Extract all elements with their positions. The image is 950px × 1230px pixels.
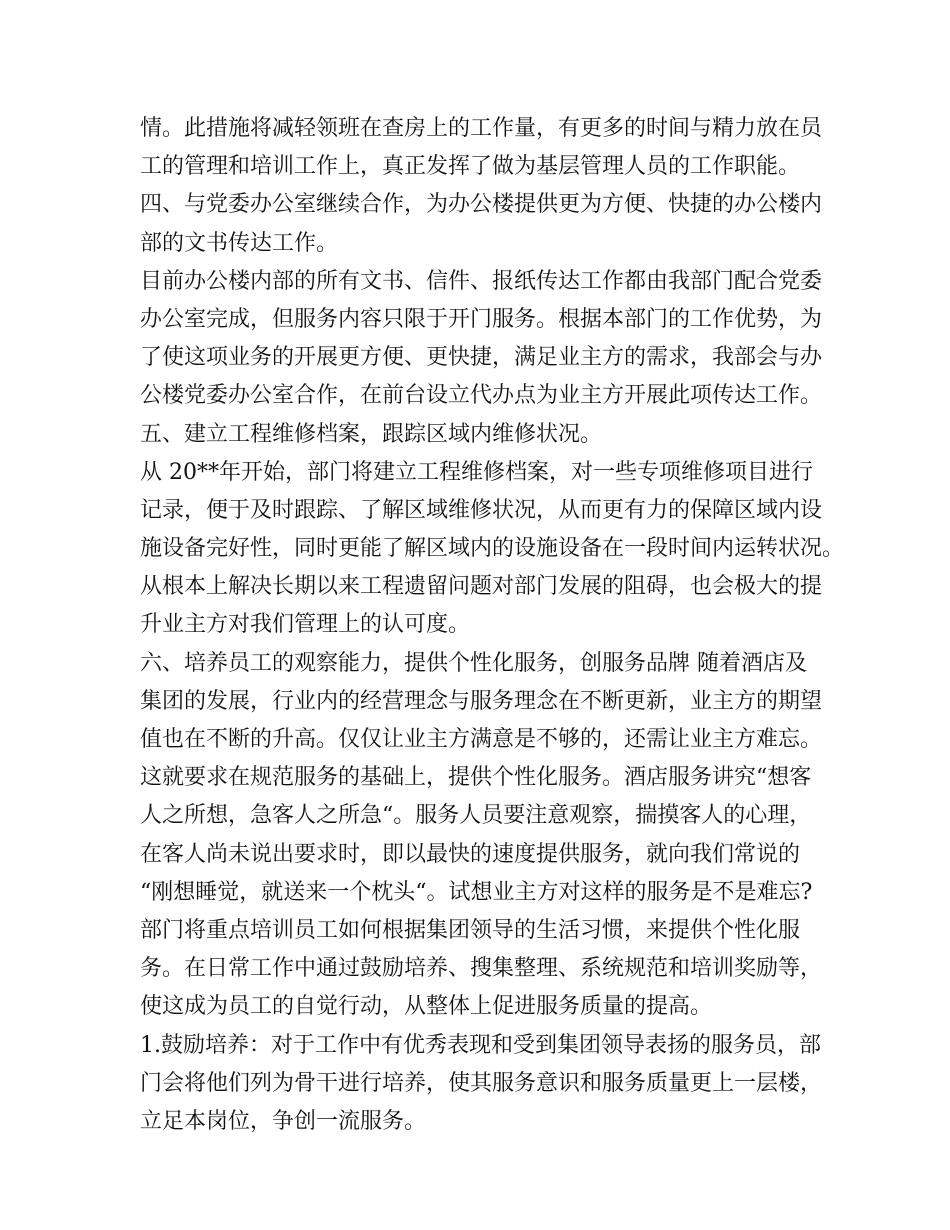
text-line: 集团的发展，行业内的经营理念与服务理念在不断更新，业主方的期望 [140,688,823,714]
text-line: 升业主方对我们管理上的认可度。 [140,612,471,638]
text-line: 立足本岗位，争创一流服务。 [140,1108,427,1134]
text-line: 办公室完成，但服务内容只限于开门服务。根据本部门的工作优势，为 [140,306,823,332]
text-line: 目前办公楼内部的所有文书、信件、报纸传达工作都由我部门配合党委 [140,268,823,294]
text-line: 情。此措施将减轻领班在查房上的工作量，有更多的时间与精力放在员 [140,116,823,141]
text-line: 人之所想，急客人之所急“。服务人员要注意观察，揣摸客人的心理， [140,803,812,829]
text-line: 使这成为员工的自觉行动，从整体上促进服务质量的提高。 [140,994,713,1020]
text-line: 公楼党委办公室合作，在前台设立代办点为业主方开展此项传达工作。 [140,383,823,409]
text-line: 工的管理和培训工作上，真正发挥了做为基层管理人员的工作职能。 [140,154,801,180]
text-line: 部的文书传达工作。 [140,230,339,256]
section-heading: 五、建立工程维修档案，跟踪区域内维修状况。 [140,421,603,447]
section-heading: 六、培养员工的观察能力，提供个性化服务，创服务品牌 随着酒店及 [140,650,807,676]
text-line: 从根本上解决长期以来工程遗留问题对部门发展的阻碍，也会极大的提 [140,574,823,600]
text-line: 记录，便于及时跟踪、了解区域维修状况，从而更有力的保障区域内设 [140,497,823,523]
text-line: 从 20**年开始，部门将建立工程维修档案，对一些专项维修项目进行 [140,459,813,485]
document-body [140,110,845,1141]
text-line: 部门将重点培训员工如何根据集团领导的生活习惯，来提供个性化服 [140,917,801,943]
text-line: 施设备完好性，同时更能了解区域内的设施设备在一段时间内运转状况。 [140,536,845,562]
text-line: 这就要求在规范服务的基础上，提供个性化服务。酒店服务讲究“想客 [140,765,812,791]
text-line: 务。在日常工作中通过鼓励培养、搜集整理、系统规范和培训奖励等， [140,956,823,982]
text-line: 值也在不断的升高。仅仅让业主方满意是不够的，还需让业主方难忘。 [140,727,823,752]
text-line: “刚想睡觉，就送来一个枕头“。试想业主方对这样的服务是不是难忘? [140,879,813,905]
text-line: 在客人尚未说出要求时，即以最快的速度提供服务，就向我们常说的 [140,841,801,867]
text-line: 门会将他们列为骨干进行培养，使其服务意识和服务质量更上一层楼， [140,1070,823,1096]
text-line: 了使这项业务的开展更方便、更快捷，满足业主方的需求，我部会与办 [140,345,823,371]
section-heading: 四、与党委办公室继续合作，为办公楼提供更为方便、快捷的办公楼内 [140,192,823,218]
list-item: 1.鼓励培养：对于工作中有优秀表现和受到集团领导表扬的服务员，部 [140,1032,821,1058]
